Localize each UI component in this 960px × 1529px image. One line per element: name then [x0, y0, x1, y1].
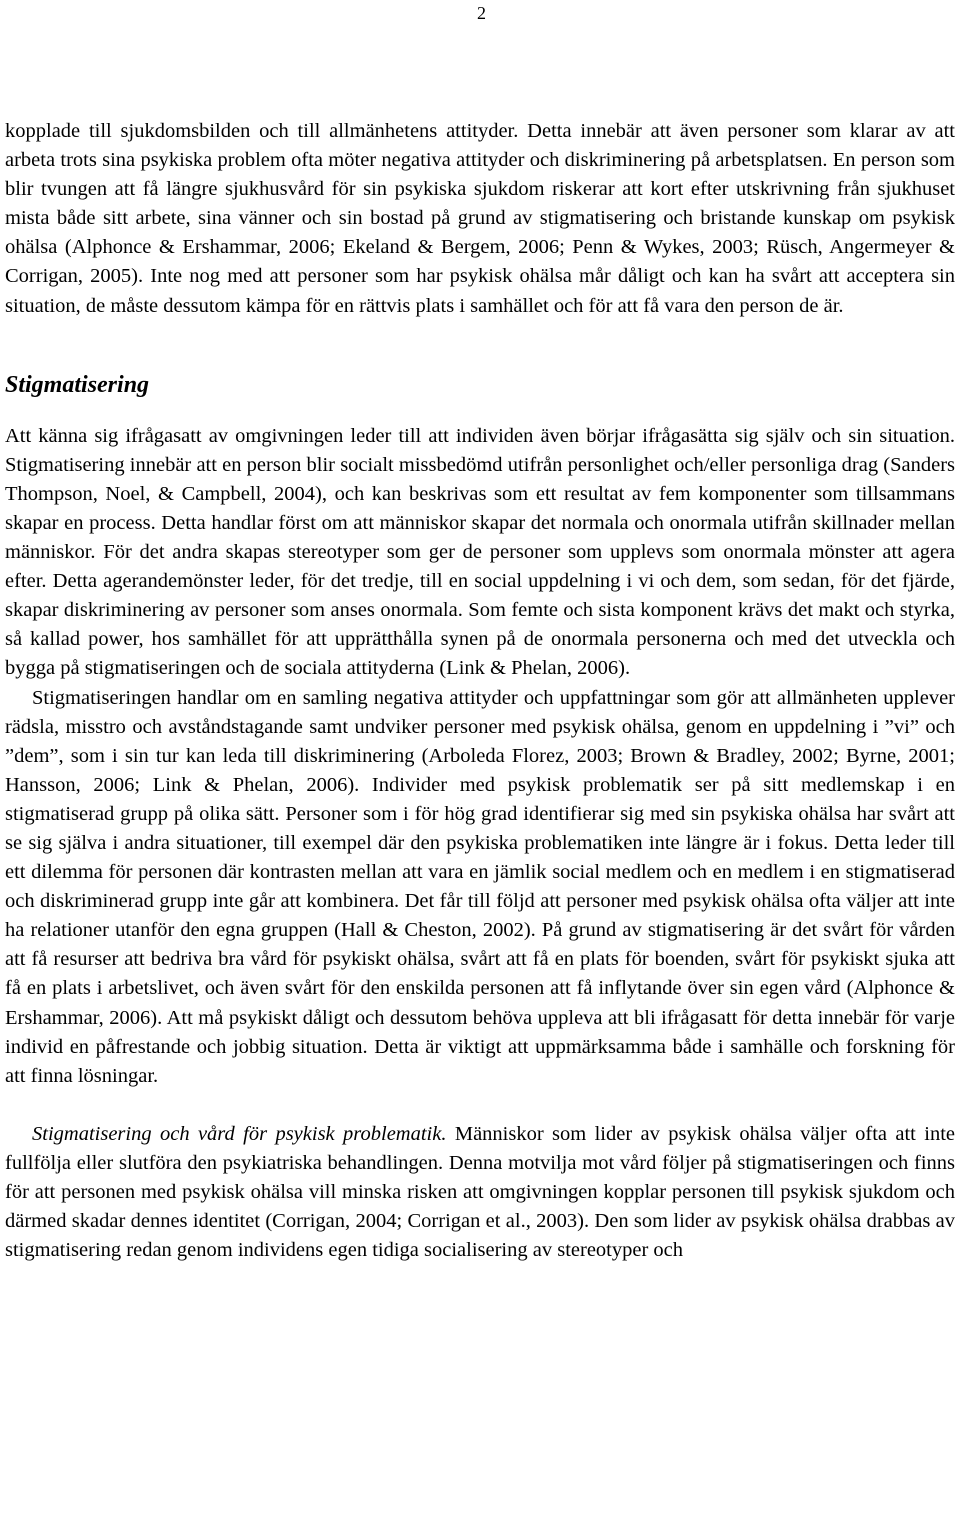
paragraph-intro-continuation: kopplade till sjukdomsbilden och till allmänhetens attityder. Detta innebär att även personer som klarar av att arbeta trots sina psykiska problem ofta möter negativa attityder och diskriminering på arbetsplatsen. En person som blir tvungen att få längre sjukhusvård för sin psykiska sjukdom riskerar att kort efter utskrivning från sjukhuset mista både sitt arbete, sina vänner och sin bostad på grund av stigmatisering och bristande kunskap om psykisk ohälsa (Alphonce & Ershammar, 2006; Ekeland & Bergem, 2006; Penn & Wykes, 2003; Rüsch, Angermeyer & Corrigan, 2005). Inte nog med att personer som har psykisk ohälsa mår dåligt och kan ha svårt att acceptera sin situation, de måste dessutom kämpa för en rättvis plats i samhället och för att få vara den person de är. — [5, 120, 955, 317]
paragraph-stigmatisering-attitudes: Stigmatiseringen handlar om en samling negativa attityder och uppfattningar som gör att allmänheten upplever rädsla, misstro och avståndstagande samt undviker personer med psykisk ohälsa, genom en uppdelning i ”vi” och ”dem”, som i sin tur kan leda till diskriminering (Arboleda Florez, 2003; Brown & Bradley, 2002; Byrne, 2001; Hansson, 2006; Link & Phelan, 2006). Individer med psykisk problematik ser på sitt medlemskap i en stigmatiserad grupp på olika sätt. Personer som i för hög grad identifierar sig med sin psykiska ohälsa har svårt att se sig själva i andra situationer, till exempel där den psykiska problematiken inte längre är i fokus. Detta leder till ett dilemma för personen där kontrasten mellan att vara en jämlik social medlem och en medlem i en stigmatiserad och diskriminerad grupp inte går att kombinera. Det får till följd att personer med psykisk ohälsa ofta väljer att inte ha relationer utanför den egna gruppen (Hall & Cheston, 2002). På grund av stigmatisering är det svårt för vården att få resurser att bedriva bra vård för psykiskt ohälsa, svårt att få en plats för boenden, svårt för psykiskt sjuka att få en plats i arbetslivet, och även svårt för den enskilda personen att få inflytande över sin egen vård (Alphonce & Ershammar, 2006). Att må psykiskt dåligt och dessutom behöva uppleva att bli ifrågasatt för detta innebär för varje individ en påfrestande och jobbig situation. Detta är viktigt att uppmärksamma både i samhälle och forskning för att finna lösningar. — [5, 686, 955, 1087]
inline-heading-stigmatisering-vard: Stigmatisering och vård för psykisk problematik. — [32, 1122, 447, 1145]
section-heading-stigmatisering: Stigmatisering — [5, 371, 150, 398]
paragraph-stigmatisering-definition: Att känna sig ifrågasatt av omgivningen leder till att individen även börjar ifrågasätta sig själv och sin situation. Stigmatisering innebär att en person blir socialt missbedömd utifrån personlighet och/eller personliga drag (Sanders Thompson, Noel, & Campbell, 2004), och kan beskrivas som ett resultat av fem komponenter som tillsammans skapar en process. Detta handlar först om att människor skapar det normala och onormala utifrån skillnader mellan människor. För det andra skapas stereotyper som ger de personer som upplevs som onormala mönster att agera efter. Detta agerandemönster leder, för det tredje, till en social uppdelning i vi och dem, som sedan, för det fjärde, skapar diskriminering av personer som anses onormala. Som femte och sista komponent krävs det makt och styrka, så kallad power, hos samhället för att upprätthålla synen på de onormala personerna och med det utveckla och bygga på stigmatiseringen och de sociala attityderna (Link & Phelan, 2006). — [5, 424, 955, 680]
page-number: 2 — [477, 3, 486, 23]
paragraph-stigmatisering-care-text: Människor som lider av psykisk ohälsa väljer ofta att inte fullfölja eller slutföra den psykiatriska behandlingen. Denna motvilja mot vård följer på stigmatiseringen och finns för att personen med psykisk ohälsa vill minska risken att omgivningen kopplar personen till psykisk sjukdom och därmed skadar dennes identitet (Corrigan, 2004; Corrigan et al., 2003). Den som lider av psykisk ohälsa drabbas av stigmatisering redan genom individens egen tidiga socialisering av stereotyper och — [5, 1122, 955, 1262]
paragraph-stigmatisering-care — [5, 1120, 955, 1265]
document-body — [5, 117, 955, 1265]
